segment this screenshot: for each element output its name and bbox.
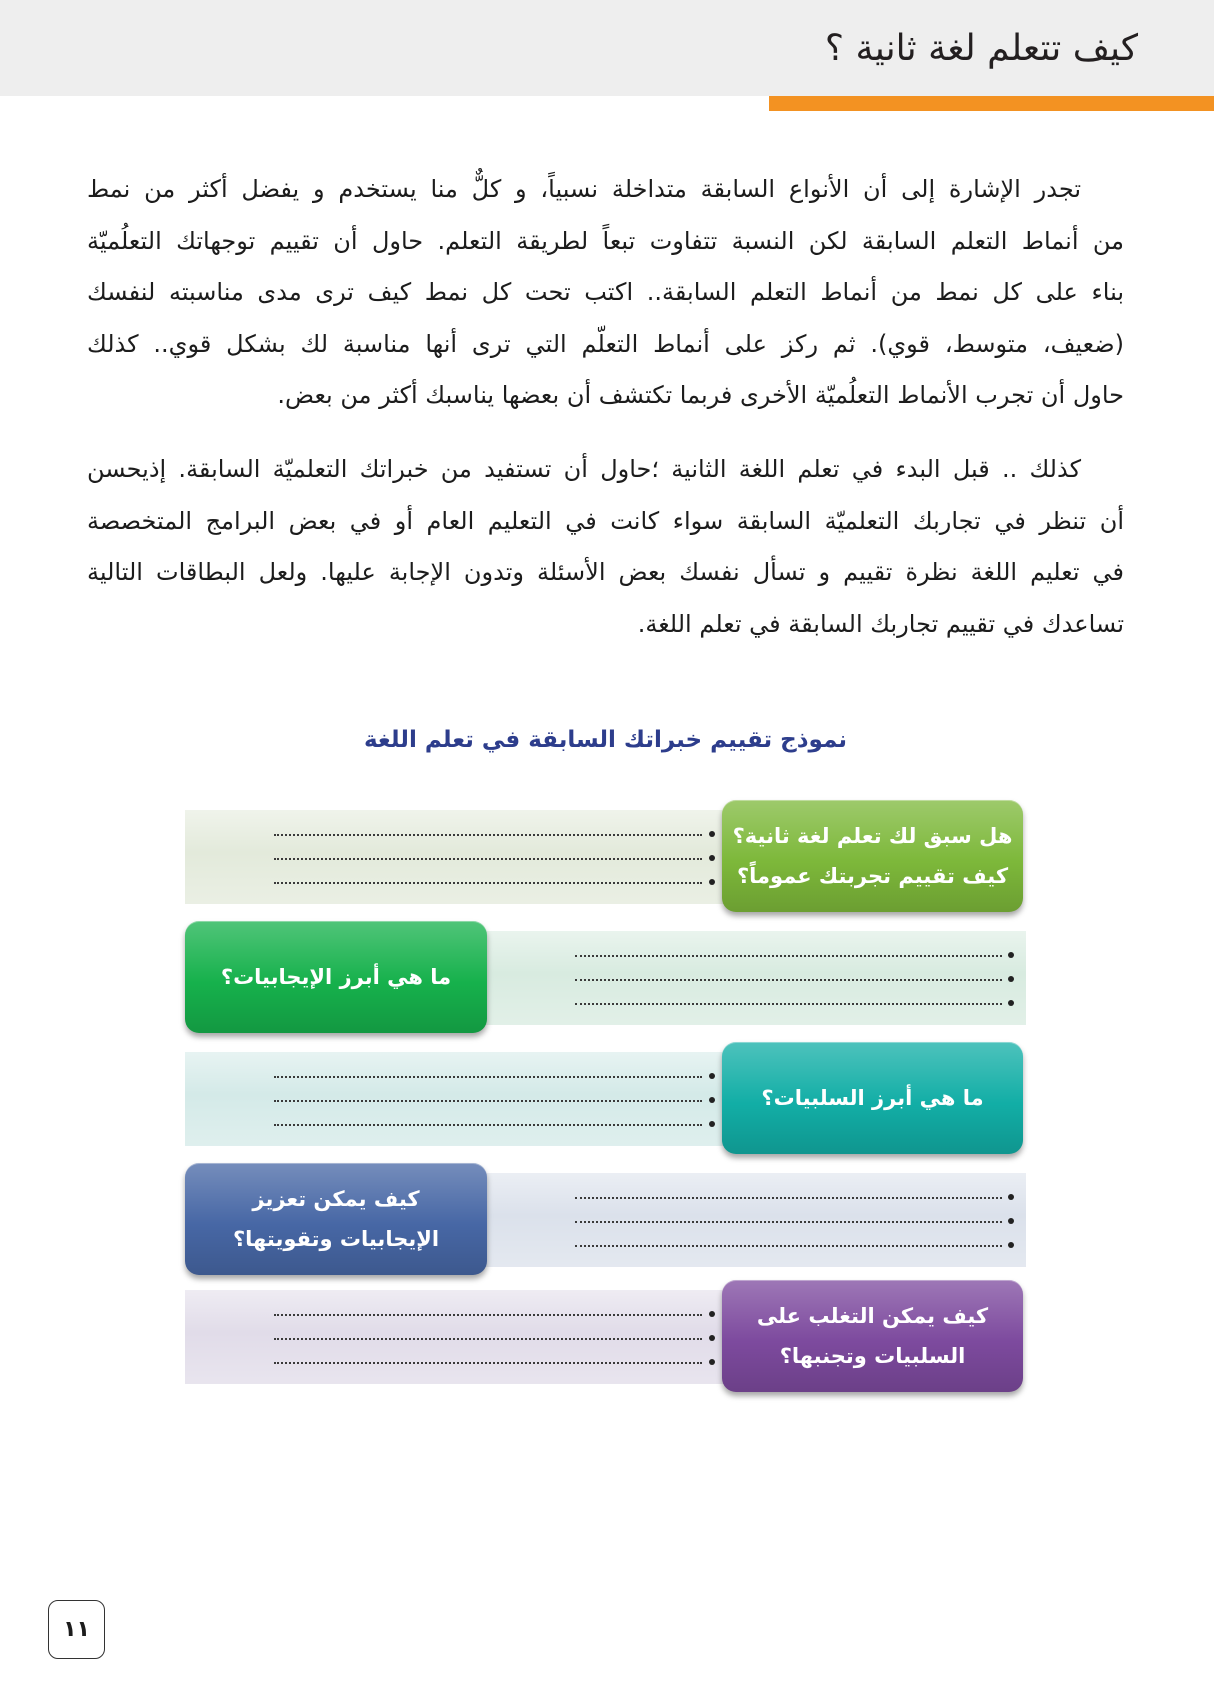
bullet-icon [709, 1073, 715, 1079]
answer-line [575, 1245, 1002, 1247]
bullet-icon [1008, 976, 1014, 982]
bullet-icon [709, 1335, 715, 1341]
question-text: كيف يمكن تعزيز [252, 1187, 420, 1211]
question-card-overcome [722, 1280, 1023, 1392]
answer-line [575, 1221, 1002, 1223]
question-card-negatives [722, 1042, 1023, 1154]
bullet-icon [709, 1311, 715, 1317]
answer-line [274, 1338, 702, 1340]
question-text: هل سبق لك تعلم لغة ثانية؟ [732, 824, 1013, 848]
answer-line [274, 1362, 702, 1364]
answer-area [185, 810, 730, 904]
paragraph-line: من أنماط التعلم السابقة لكن النسبة تتفاوت تبعاً لطريقة التعلم. حاول أن تقييم توجهاتك التعلُميّة [87, 226, 1124, 255]
bullet-icon [709, 1097, 715, 1103]
paragraph-line: في تعليم اللغة نظرة تقييم و تسأل نفسك بعض الأسئلة وتدون الإجابة عليها. ولعل البطاقات التالية [87, 558, 1124, 586]
answer-line [575, 1197, 1002, 1199]
accent-bar [769, 96, 1214, 111]
answer-line [575, 979, 1002, 981]
evaluation-form-title: نموذج تقييم خبراتك السابقة في تعلم اللغة [363, 727, 848, 753]
question-text: ما هي أبرز الإيجابيات؟ [220, 965, 452, 989]
answer-line [274, 1314, 702, 1316]
chapter-title: كيف تتعلم لغة ثانية ؟ [824, 28, 1138, 69]
paragraph-line: تجدر الإشارة إلى أن الأنواع السابقة متداخلة نسبياً، و كلٌّ منا يستخدم و يفضل أكثر من نمط [87, 175, 1081, 203]
answer-line [274, 1124, 702, 1126]
bullet-icon [709, 1121, 715, 1127]
answer-line [274, 834, 702, 836]
answer-area [480, 1173, 1026, 1267]
paragraph-line: حاول أن تجرب الأنماط التعلُميّة الأخرى فربما تكتشف أن بعضها يناسبك أكثر من بعض. [277, 381, 1124, 409]
answer-area [185, 1290, 730, 1384]
answer-area [480, 931, 1026, 1025]
question-text: الإيجابيات وتقويتها؟ [232, 1227, 440, 1251]
paragraph-line: (ضعيف، متوسط، قوي). ثم ركز على أنماط التعلّم التي ترى أنها مناسبة لك بشكل قوي.. كذلك [87, 329, 1124, 358]
question-card-strengthen [185, 1163, 487, 1275]
question-card-experience [722, 800, 1023, 912]
question-text: السلبيات وتجنبها؟ [779, 1344, 966, 1368]
bullet-icon [709, 855, 715, 861]
answer-line [274, 882, 702, 884]
answer-line [274, 858, 702, 860]
answer-line [274, 1076, 702, 1078]
answer-area [185, 1052, 730, 1146]
bullet-icon [1008, 952, 1014, 958]
bullet-icon [1008, 1194, 1014, 1200]
paragraph-line: بناء على كل نمط من أنماط التعلم السابقة.. اكتب تحت كل نمط كيف ترى مدى مناسبته لنفسك [87, 278, 1124, 306]
paragraph-line: تساعدك في تقييم تجاربك السابقة في تعلم اللغة. [637, 609, 1124, 638]
paragraph-1 [87, 164, 1124, 422]
answer-line [274, 1100, 702, 1102]
bullet-icon [709, 831, 715, 837]
paragraph-line: كذلك .. قبل البدء في تعلم اللغة الثانية ؛حاول أن تستفيد من خبراتك التعلميّة السابقة. إذيحسن [87, 455, 1081, 483]
paragraph-2 [87, 444, 1124, 650]
bullet-icon [1008, 1242, 1014, 1248]
bullet-icon [709, 879, 715, 885]
page-number: ١١ [48, 1600, 105, 1659]
question-card-positives [185, 921, 487, 1033]
question-text: كيف يمكن التغلب على [756, 1304, 989, 1328]
question-text: ما هي أبرز السلبيات؟ [761, 1086, 984, 1110]
question-text: كيف تقييم تجربتك عموماً؟ [736, 864, 1009, 888]
answer-line [575, 1003, 1002, 1005]
paragraph-line: أن تنظر في تجاربك التعلميّة السابقة سواء كانت في التعليم العام أو في بعض البرامج المتخصصة [87, 506, 1124, 535]
bullet-icon [1008, 1218, 1014, 1224]
bullet-icon [1008, 1000, 1014, 1006]
bullet-icon [709, 1359, 715, 1365]
answer-line [575, 955, 1002, 957]
